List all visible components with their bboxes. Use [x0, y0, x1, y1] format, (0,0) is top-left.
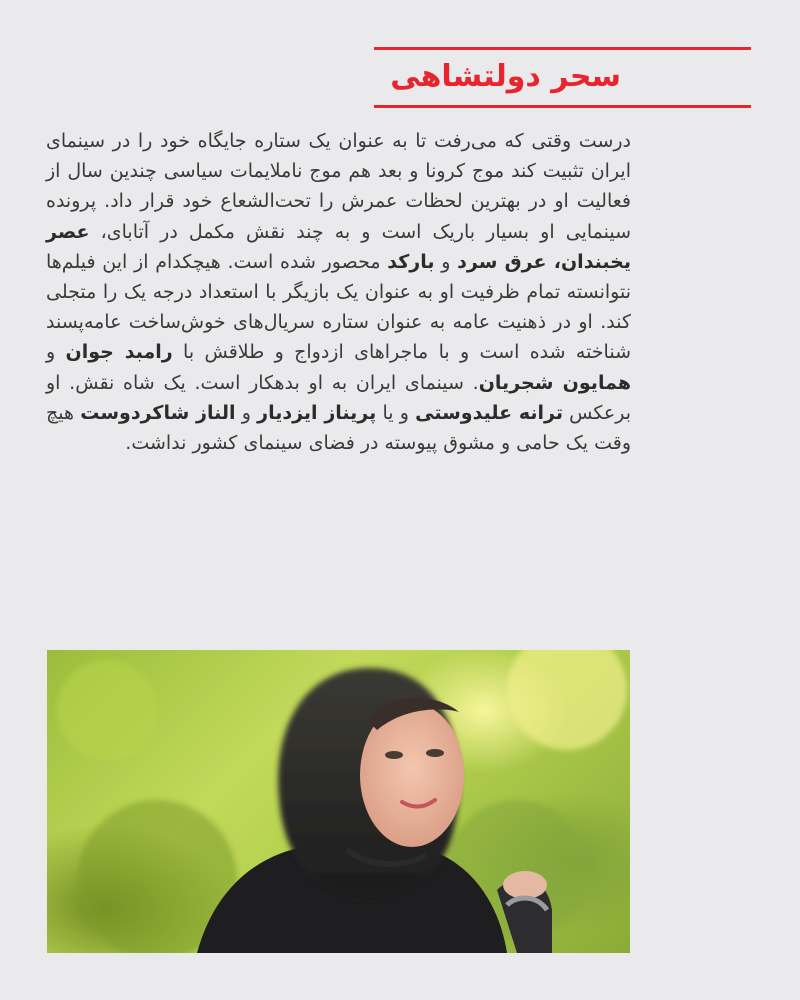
person-name-parinaz-izadyar: پریناز ایزدیار: [257, 401, 377, 424]
film-titles: عصر یخبندان، عرق سرد: [46, 220, 632, 273]
body-text-segment: و: [46, 341, 66, 364]
portrait-illustration: [47, 650, 630, 953]
body-text-segment: هیچ وقت یک حامی و مشوق پیوسته در فضای سینمای کشور نداشت.: [46, 401, 631, 455]
body-text-segment: درست وقتی که می‌رفت تا به عنوان یک ستاره جایگاه خود را در سینمای ایران تثبیت کند موج کرونا و بعد هم موج ناملایمات سیاسی چندین سال از فعالیت او در بهترین لحظات عمرش را تحت‌الشعاع خود قرار داد. پرونده سینمایی او بسیار باریک است و به چند نقش مکمل در آتابای،: [46, 130, 631, 243]
portrait-photo: [47, 650, 630, 953]
article-body: [46, 126, 631, 458]
body-text-segment: و: [434, 250, 458, 273]
person-name-taraneh-alidoosti: ترانه علیدوستی: [415, 401, 563, 424]
body-text-segment: محصور شده است. هیچکدام از این فیلم‌ها نتوانسته تمام ظرفیت او به عنوان یک بازیگر با استعداد درجه یک را متجلی کند. او در ذهنیت عامه به عنوان ستاره سریال‌های خوش‌ساخت عامه‌پسند شناخته شده است و با ماجراهای ازدواج و طلاقش با: [46, 250, 631, 364]
film-title-barcode: بارکد: [387, 250, 435, 273]
title-rule-bottom: [374, 105, 751, 108]
person-name-elnaz-shakerdoost: الناز شاکردوست: [80, 401, 236, 424]
title-block: [374, 47, 751, 109]
person-figure: [197, 668, 507, 953]
body-text-segment: و: [235, 401, 258, 424]
person-name-homayoun-shajarian: همایون شجریان: [478, 371, 631, 394]
body-text-segment: . سینمای ایران به او بدهکار است. یک شاه نقش. او برعکس: [46, 371, 631, 424]
body-text-segment: و یا: [376, 401, 416, 424]
person-name-rambod-javan: رامبد جوان: [65, 341, 173, 364]
title-rule-top: [374, 47, 751, 50]
page-title: سحر دولتشاهی: [390, 59, 621, 94]
camera-strap: [497, 871, 552, 953]
